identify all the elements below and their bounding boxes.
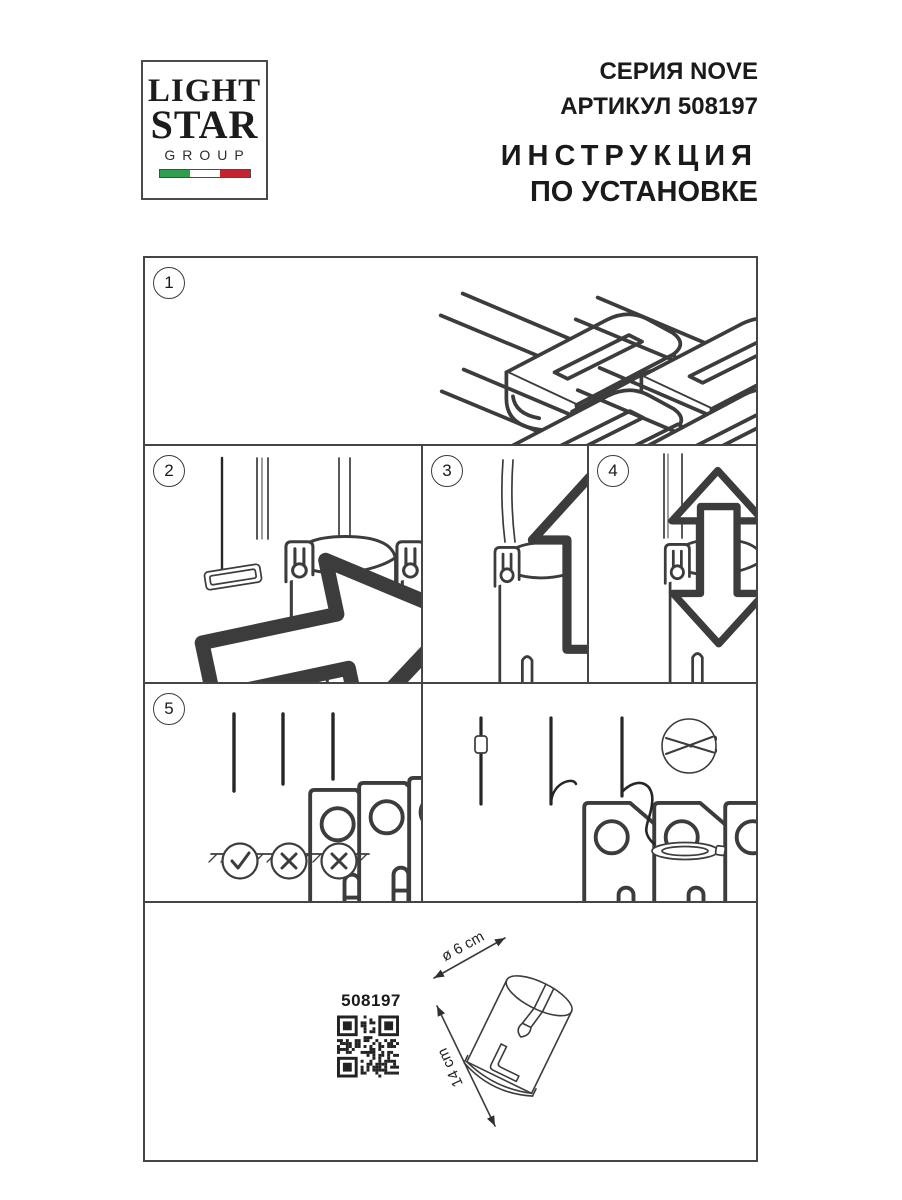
step2-badge: 2 [153,455,185,487]
product-dimensions-illustration [145,903,756,1160]
cable-short-end [551,781,576,802]
step3-badge: 3 [431,455,463,487]
article-number: АРТИКУЛ 508197 [560,93,758,120]
step3-panel [423,446,589,684]
product-info-panel [145,903,756,1160]
step1-badge: 1 [153,267,185,299]
instruction-grid [143,256,758,1162]
diameter-dimension-label: ø 6 cm [438,927,488,966]
series-title: СЕРИЯ NOVE [599,58,758,85]
lightstar-logo [141,60,268,200]
step5-cable-illustration [423,684,756,901]
step2-illustration [145,446,421,682]
step1-panel [145,258,756,446]
doc-title-line1: ИНСТРУКЦИЯ [500,140,758,172]
step1-illustration [145,258,756,444]
cable-clip [475,736,487,753]
flag-red-stripe [220,170,250,177]
step5-cable-panel [423,684,756,903]
ok-mark-icon [223,844,258,879]
step4-badge: 4 [597,455,629,487]
flag-green-stripe [160,170,190,177]
scissors-icon [662,719,716,773]
canopy-product-drawing [461,967,580,1103]
logo-word-light: LIGHT [147,73,262,109]
italian-flag-icon [159,169,251,178]
step2-panel [145,446,423,684]
step5-placement-illustration [145,684,421,901]
no-mark-icon [322,844,357,879]
step5-badge: 5 [153,693,185,725]
doc-title-line2: ПО УСТАНОВКЕ [529,176,758,208]
logo-word-group: GROUP [164,147,251,163]
cable-clip [204,564,262,591]
length-dimension-label: 14 cm [434,1045,467,1090]
no-mark-icon [272,844,307,879]
document-header [501,54,758,210]
logo-word-star: STAR [150,102,259,147]
footer-article-number: 508197 [341,991,401,1010]
step5-panel [145,684,423,903]
flag-white-stripe [190,170,220,177]
step4-panel [589,446,756,684]
